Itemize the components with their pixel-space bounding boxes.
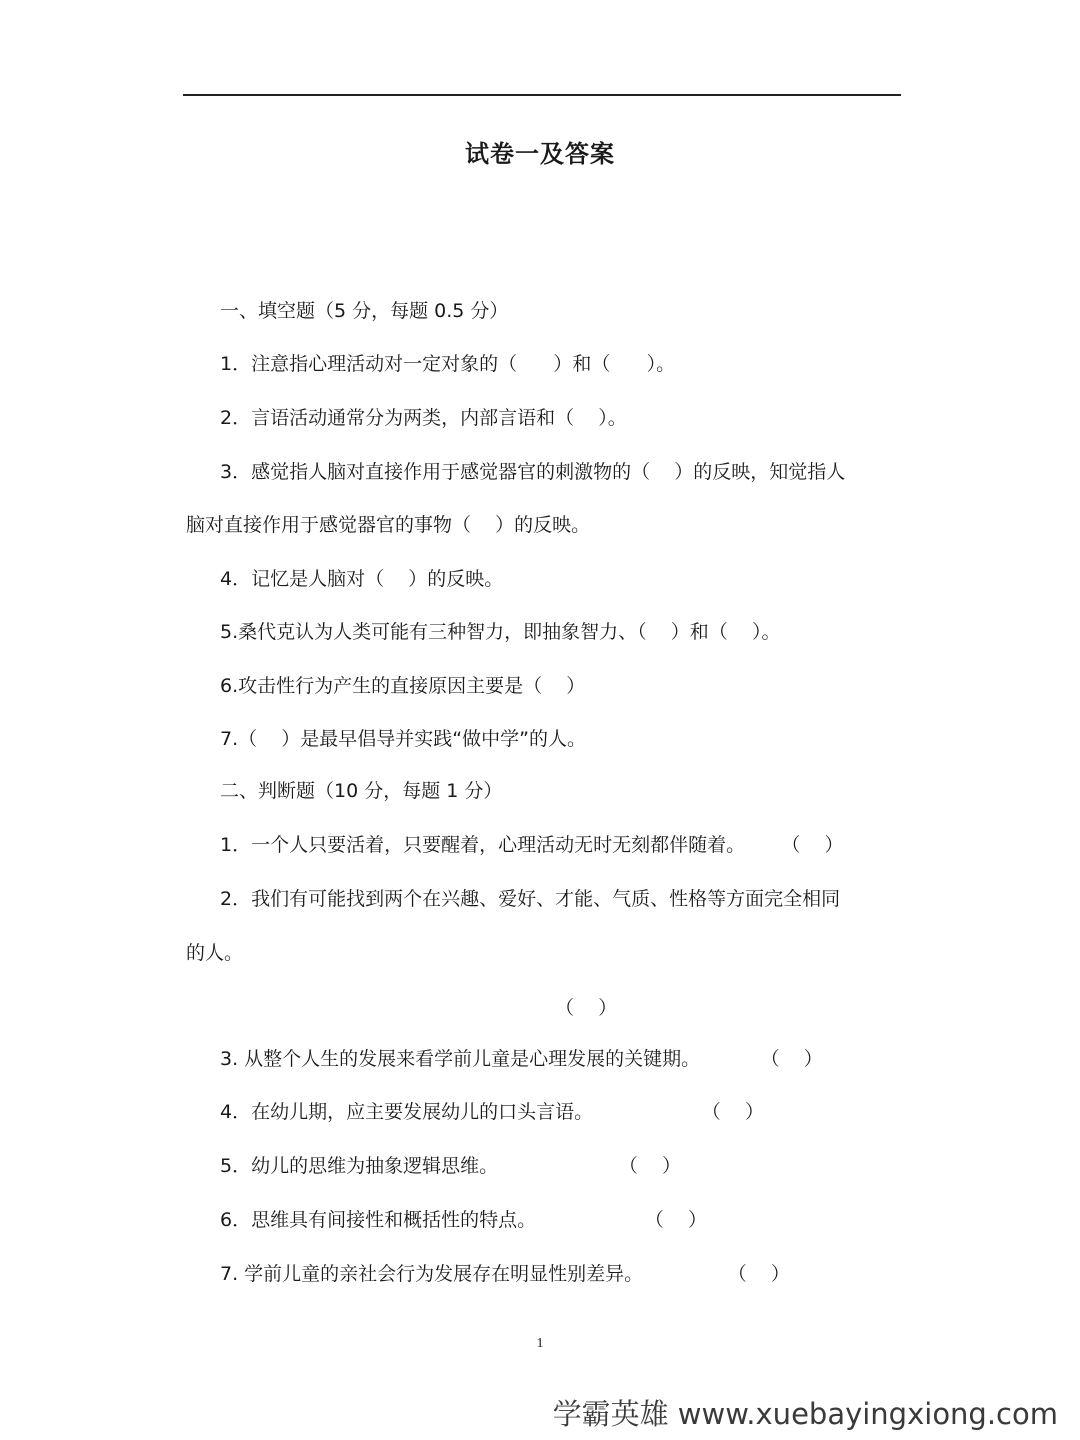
fill-blank-item: 4．记忆是人脑对（ ）的反映。	[220, 568, 504, 590]
fill-blank-item: 6.攻击性行为产生的直接原因主要是（ ）	[220, 675, 586, 697]
fill-blank-item: 5.桑代克认为人类可能有三种智力，即抽象智力、（ ）和（ ）。	[220, 621, 781, 643]
fill-blank-item: 7.（ ）是最早倡导并实践“做中学”的人。	[220, 728, 586, 750]
watermark: 学霸英雄 www.xuebayingxiong.com	[552, 1397, 1058, 1431]
true-false-item: 5．幼儿的思维为抽象逻辑思维。 （ ）	[220, 1155, 682, 1177]
page-number: 1	[536, 1336, 544, 1351]
top-rule	[183, 94, 901, 96]
answer-bracket: （ ）	[555, 997, 618, 1019]
fill-blank-item-continuation: 脑对直接作用于感觉器官的事物（ ）的反映。	[186, 514, 591, 536]
page-title: 试卷一及答案	[465, 140, 615, 168]
true-false-item: 7. 学前儿童的亲社会行为发展存在明显性别差异。 （ ）	[220, 1263, 790, 1285]
true-false-item: 3. 从整个人生的发展来看学前儿童是心理发展的关键期。 （ ）	[220, 1048, 823, 1070]
true-false-item: 6．思维具有间接性和概括性的特点。 （ ）	[220, 1209, 707, 1231]
fill-blank-item: 1．注意指心理活动对一定对象的（ ）和（ ）。	[220, 353, 676, 375]
fill-blank-item: 3．感觉指人脑对直接作用于感觉器官的刺激物的（ ）的反映，知觉指人	[220, 461, 846, 483]
fill-blank-item: 2．言语活动通常分为两类，内部言语和（ ）。	[220, 407, 627, 429]
section2-heading: 二、判断题（10 分，每题 1 分）	[220, 780, 503, 802]
true-false-item: 2．我们有可能找到两个在兴趣、爱好、才能、气质、性格等方面完全相同	[220, 888, 841, 910]
section1-heading: 一、填空题（5 分，每题 0.5 分）	[220, 300, 509, 322]
true-false-item-continuation: 的人。	[186, 942, 244, 964]
true-false-item: 1．一个人只要活着，只要醒着，心理活动无时无刻都伴随着。 （ ）	[220, 834, 844, 856]
true-false-item: 4．在幼儿期，应主要发展幼儿的口头言语。 （ ）	[220, 1101, 764, 1123]
